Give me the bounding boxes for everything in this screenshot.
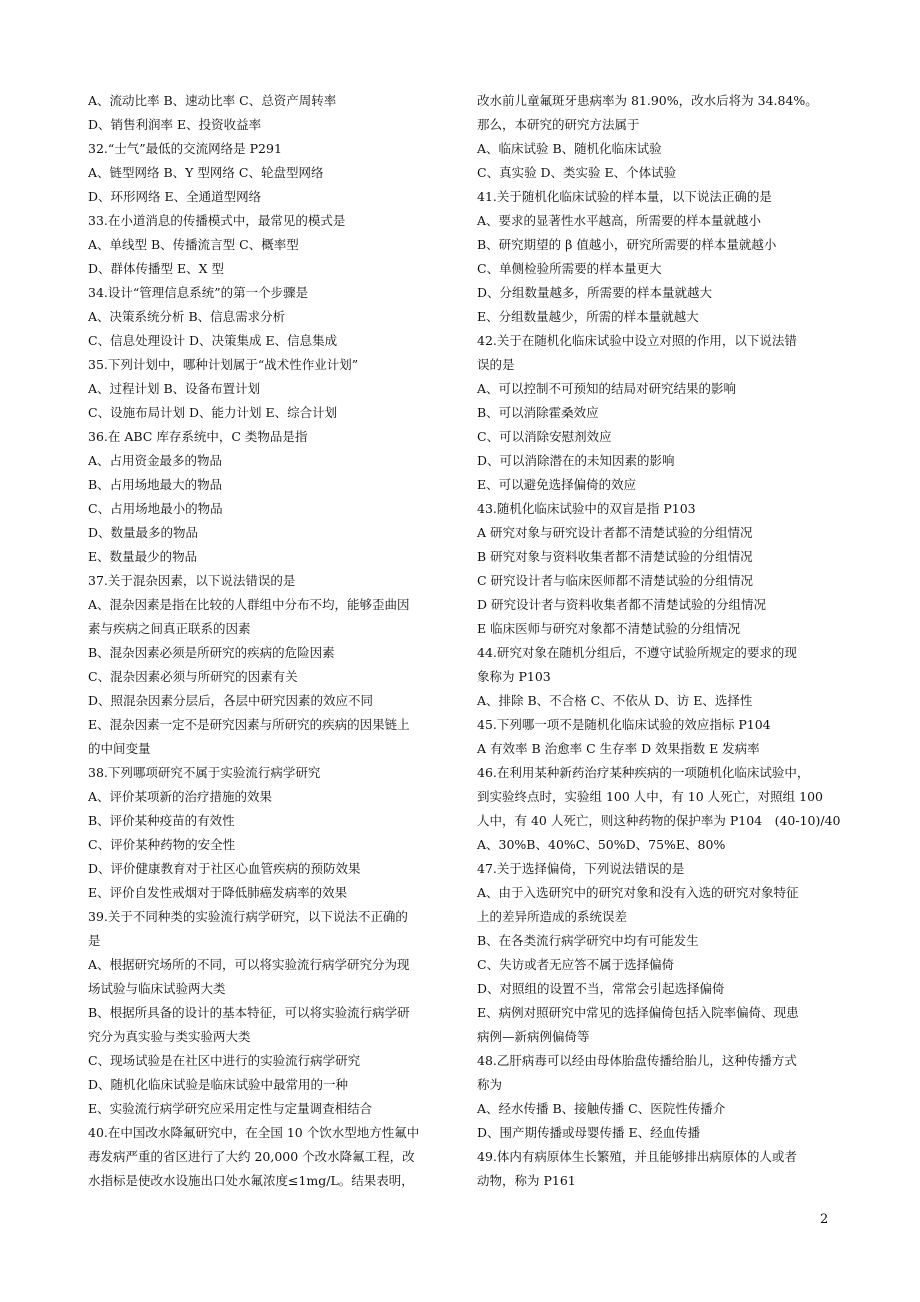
text-line: C、评价某种药物的安全性 — [88, 837, 236, 852]
text-line: A 有效率 B 治愈率 C 生存率 D 效果指数 E 发病率 — [477, 741, 760, 756]
text-line: 49.体内有病原体生长繁殖，并且能够排出病原体的人或者 — [477, 1149, 797, 1164]
text-line: C、信息处理设计 D、决策集成 E、信息集成 — [88, 333, 338, 348]
text-line: D、数量最多的物品 — [88, 525, 199, 540]
text-line: E、分组数量越少，所需的样本量就越大 — [477, 309, 699, 324]
text-line: 场试验与临床试验两大类 — [88, 981, 226, 996]
text-line: 43.随机化临床试验中的双盲是指 P103 — [477, 501, 696, 516]
text-line: C、现场试验是在社区中进行的实验流行病学研究 — [88, 1053, 361, 1068]
text-line: A、根据研究场所的不同，可以将实验流行病学研究分为现 — [88, 957, 410, 972]
text-line: 37.关于混杂因素，以下说法错误的是 — [88, 573, 296, 588]
text-line: 素与疾病之间真正联系的因素 — [88, 621, 251, 636]
text-line: B、研究期望的 β 值越小，研究所需要的样本量就越小 — [477, 237, 777, 252]
text-line: 是 — [88, 933, 101, 948]
text-line: A、30%B、40%C、50%D、75%E、80% — [477, 837, 726, 852]
text-line: A、过程计划 B、设备布置计划 — [88, 381, 261, 396]
text-line: D、环形网络 E、全通道型网络 — [88, 189, 262, 204]
text-line: E、数量最少的物品 — [88, 549, 198, 564]
text-line: B、占用场地最大的物品 — [88, 477, 223, 492]
text-line: 44.研究对象在随机分组后，不遵守试验所规定的要求的现 — [477, 645, 797, 660]
text-line: 36.在 ABC 库存系统中，C 类物品是指 — [88, 429, 308, 444]
text-line: 47.关于选择偏倚，下列说法错误的是 — [477, 861, 685, 876]
left-column — [88, 89, 456, 1193]
text-line: 39.关于不同种类的实验流行病学研究，以下说法不正确的 — [88, 909, 408, 924]
text-line: D、分组数量越多，所需要的样本量就越大 — [477, 285, 713, 300]
text-line: 35.下列计划中，哪种计划属于“战术性作业计划” — [88, 357, 359, 372]
text-line: 那么，本研究的研究方法属于 — [477, 117, 640, 132]
text-line: E、评价自发性戒烟对于降低肺癌发病率的效果 — [88, 885, 348, 900]
text-line: C 研究设计者与临床医师都不清楚试验的分组情况 — [477, 573, 754, 588]
text-line: C、混杂因素必须与所研究的因素有关 — [88, 669, 298, 684]
text-line: 称为 — [477, 1077, 503, 1092]
text-line: 病例—新病例偏倚等 — [477, 1029, 590, 1044]
text-line: A、单线型 B、传播流言型 C、概率型 — [88, 237, 299, 252]
text-line: B、根据所具备的设计的基本特征，可以将实验流行病学研 — [88, 1005, 410, 1020]
text-line: C、占用场地最小的物品 — [88, 501, 223, 516]
page-number: 2 — [820, 1212, 829, 1227]
text-line: 上的差异所造成的系统误差 — [477, 909, 628, 924]
text-line: 水指标是使改水设施出口处水氟浓度≤1mg/L。结果表明， — [88, 1173, 414, 1188]
text-line: A、可以控制不可预知的结局对研究结果的影响 — [477, 381, 737, 396]
text-line: A、由于入选研究中的研究对象和没有入选的研究对象特征 — [477, 885, 799, 900]
text-line: 人中，有 40 人死亡，则这种药物的保护率为 P104 (40-10)/40 — [477, 813, 841, 828]
text-line: E、混杂因素一定不是研究因素与所研究的疾病的因果链上 — [88, 717, 410, 732]
text-line: 46.在利用某种新药治疗某种疾病的一项随机化临床试验中， — [477, 765, 810, 780]
right-column — [477, 89, 845, 1193]
text-line: 32.“士气”最低的交流网络是 P291 — [88, 141, 282, 156]
text-line: C、单侧检验所需要的样本量更大 — [477, 261, 662, 276]
text-line: A、混杂因素是指在比较的人群组中分布不均，能够歪曲因 — [88, 597, 410, 612]
text-line: A、排除 B、不合格 C、不依从 D、访 E、选择性 — [477, 693, 753, 708]
text-line: D、围产期传播或母婴传播 E、经血传播 — [477, 1125, 701, 1140]
text-line: D、群体传播型 E、X 型 — [88, 261, 224, 276]
text-line: A、临床试验 B、随机化临床试验 — [477, 141, 662, 156]
text-line: 误的是 — [477, 357, 515, 372]
text-line: B、混杂因素必须是所研究的疾病的危险因素 — [88, 645, 335, 660]
text-line: B 研究对象与资料收集者都不清楚试验的分组情况 — [477, 549, 753, 564]
text-line: C、设施布局计划 D、能力计划 E、综合计划 — [88, 405, 338, 420]
text-line: A、链型网络 B、Y 型网络 C、轮盘型网络 — [88, 165, 324, 180]
text-line: 45.下列哪一项不是随机化临床试验的效应指标 P104 — [477, 717, 771, 732]
text-line: B、可以消除霍桑效应 — [477, 405, 599, 420]
text-line: D 研究设计者与资料收集者都不清楚试验的分组情况 — [477, 597, 766, 612]
text-line: B、评价某种疫苗的有效性 — [88, 813, 235, 828]
text-line: A、评价某项新的治疗措施的效果 — [88, 789, 273, 804]
text-line: 动物，称为 P161 — [477, 1173, 576, 1188]
text-line: D、对照组的设置不当，常常会引起选择偏倚 — [477, 981, 725, 996]
text-line: E、病例对照研究中常见的选择偏倚包括入院率偏倚、现患 — [477, 1005, 799, 1020]
text-line: 40.在中国改水降氟研究中，在全国 10 个饮水型地方性氟中 — [88, 1125, 420, 1140]
text-line: 48.乙肝病毒可以经由母体胎盘传播给胎儿，这种传播方式 — [477, 1053, 797, 1068]
text-line: B、在各类流行病学研究中均有可能发生 — [477, 933, 699, 948]
text-line: 到实验终点时，实验组 100 人中，有 10 人死亡，对照组 100 — [477, 789, 823, 804]
text-line: E、实验流行病学研究应采用定性与定量调查相结合 — [88, 1101, 373, 1116]
text-line: D、随机化临床试验是临床试验中最常用的一种 — [88, 1077, 349, 1092]
text-line: C、失访或者无应答不属于选择偏倚 — [477, 957, 675, 972]
text-line: A、经水传播 B、接触传播 C、医院性传播介 — [477, 1101, 726, 1116]
text-line: A、流动比率 B、速动比率 C、总资产周转率 — [88, 93, 337, 108]
text-line: 33.在小道消息的传播模式中，最常见的模式是 — [88, 213, 346, 228]
text-line: 究分为真实验与类实验两大类 — [88, 1029, 251, 1044]
text-line: A、要求的显著性水平越高，所需要的样本量就越小 — [477, 213, 762, 228]
text-line: 象称为 P103 — [477, 669, 551, 684]
text-line: D、可以消除潜在的未知因素的影响 — [477, 453, 675, 468]
text-line: A、占用资金最多的物品 — [88, 453, 223, 468]
text-line: 改水前儿童氟斑牙患病率为 81.90%，改水后将为 34.84%。 — [477, 93, 818, 108]
text-line: A、决策系统分析 B、信息需求分析 — [88, 309, 286, 324]
text-line: C、真实验 D、类实验 E、个体试验 — [477, 165, 677, 180]
text-line: 34.设计“管理信息系统”的第一个步骤是 — [88, 285, 309, 300]
text-line: E、可以避免选择偏倚的效应 — [477, 477, 637, 492]
text-line: D、评价健康教育对于社区心血管疾病的预防效果 — [88, 861, 361, 876]
text-line: E 临床医师与研究对象都不清楚试验的分组情况 — [477, 621, 741, 636]
text-line: D、销售利润率 E、投资收益率 — [88, 117, 262, 132]
text-line: D、照混杂因素分层后，各层中研究因素的效应不同 — [88, 693, 374, 708]
text-line: 42.关于在随机化临床试验中设立对照的作用，以下说法错 — [477, 333, 797, 348]
text-line: A 研究对象与研究设计者都不清楚试验的分组情况 — [477, 525, 753, 540]
text-line: 的中间变量 — [88, 741, 151, 756]
text-line: 41.关于随机化临床试验的样本量，以下说法正确的是 — [477, 189, 772, 204]
text-line: 38.下列哪项研究不属于实验流行病学研究 — [88, 765, 321, 780]
text-line: 毒发病严重的省区进行了大约 20,000 个改水降氟工程，改 — [88, 1149, 415, 1164]
text-line: C、可以消除安慰剂效应 — [477, 429, 612, 444]
